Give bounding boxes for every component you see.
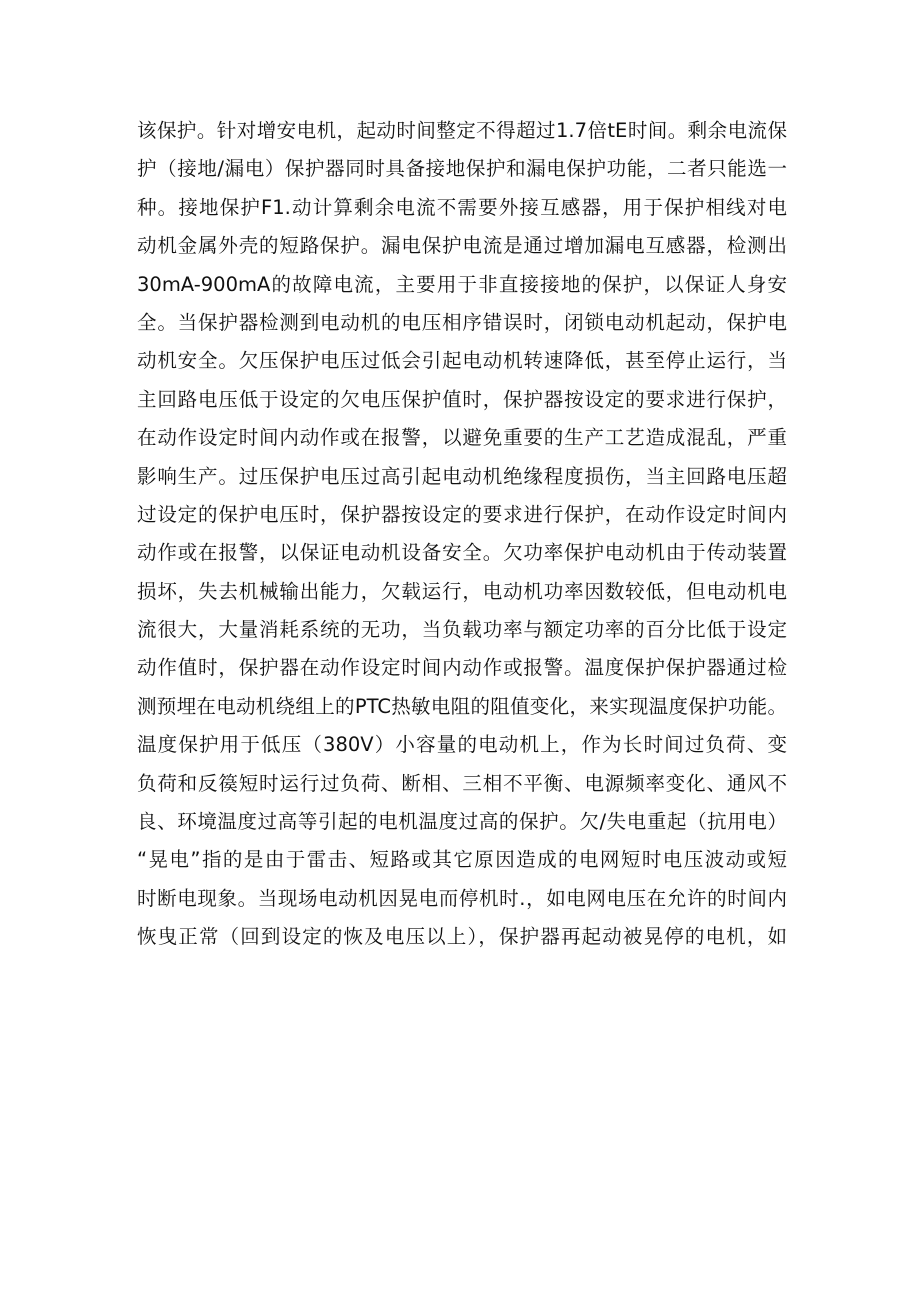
text-line-18: 负荷和反篌短时运行过负荷、断相、三相不平衡、电源频率变化、通风不 — [137, 771, 787, 795]
text-line-12: 动作或在报警，以保证电动机设备安全。欠功率保护电动机由于传动装置 — [137, 541, 787, 565]
text-line-9: 在动作设定时间内动作或在报警，以避免重要的生产工艺造成混乱，严重 — [137, 426, 787, 450]
text-line-20: “晃电”指的是由于雷击、短路或其它原因造成的电网短时电压波动或短 — [137, 848, 787, 872]
text-line-21: 时断电现象。当现场电动机因晃电而停机时.，如电网电压在允许的时间内 — [137, 886, 787, 910]
text-line-1: 该保护。针对增安电机，起动时间整定不得超过1.7倍tE时间。剩余电流保 — [137, 119, 787, 142]
text-line-14: 流很大，大量消耗系统的无功，当负载功率与额定功率的百分比低于设定 — [137, 618, 787, 642]
text-line-5: 30mA-900mA的故障电流，主要用于非直接接地的保护，以保证人身安 — [137, 272, 787, 296]
text-line-8: 主回路电压低于设定的欠电压保护值时，保护器按设定的要求进行保护， — [137, 387, 787, 411]
body-paragraph — [137, 112, 787, 957]
text-line-19: 良、环境温度过高等引起的电机温度过高的保护。欠/失电重起（抗用电） — [137, 810, 787, 834]
text-line-4: 动机金属外壳的短路保护。漏电保护电流是通过增加漏电互感器，检测出 — [137, 234, 787, 258]
text-line-15: 动作值时，保护器在动作设定时间内动作或报警。温度保护保护器通过检 — [137, 656, 787, 680]
text-line-7: 动机安全。欠压保护电压过低会引起电动机转速降低，甚至停止运行，当 — [137, 349, 787, 373]
text-line-6: 全。当保护器检测到电动机的电压相序错误时，闭锁电动机起动，保护电 — [137, 310, 787, 334]
text-line-3: 种。接地保护F1.动计算剩余电流不需要外接互感器，用于保护相线对电 — [137, 195, 787, 219]
text-line-2: 护（接地/漏电）保护器同时具备接地保护和漏电保护功能，二者只能选一 — [137, 157, 787, 181]
text-line-13: 损坏，失去机械输出能力，欠载运行，电动机功率因数较低，但电动机电 — [137, 579, 787, 603]
text-line-17: 温度保护用于低压（380V）小容量的电动机上，作为长时间过负荷、变 — [137, 733, 787, 757]
text-line-16: 测预埋在电动机绕组上的PTC热敏电阻的阻值变化，来实现温度保护功能。 — [137, 694, 787, 718]
text-line-11: 过设定的保护电压时，保护器按设定的要求进行保护，在动作设定时间内 — [137, 502, 787, 526]
text-line-10: 影响生产。过压保护电压过高引起电动机绝缘程度损伤，当主回路电压超 — [137, 464, 787, 488]
text-line-22: 恢曳正常（回到设定的恢及电压以上），保护器再起动被晃停的电机，如 — [137, 925, 787, 949]
